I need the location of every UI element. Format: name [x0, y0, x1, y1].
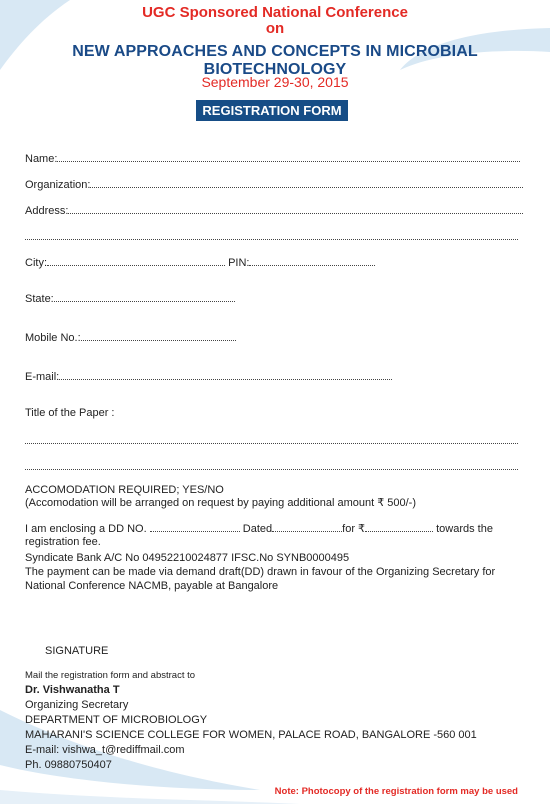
bank-details: Syndicate Bank A/C No 04952210024877 IFSC.No SYNB0000495 [25, 552, 350, 564]
contact-email[interactable]: E-mail: vishwa_t@rediffmail.com [25, 744, 185, 756]
address-line-2[interactable] [25, 230, 518, 240]
name-line[interactable] [57, 152, 520, 162]
conference-dates: September 29-30, 2015 [201, 74, 349, 90]
contact-department: DEPARTMENT OF MICROBIOLOGY [25, 714, 208, 726]
address-field[interactable] [25, 204, 523, 218]
organization-field[interactable] [25, 178, 523, 192]
photocopy-note: Note: Photocopy of the registration form may be used [274, 786, 518, 797]
accommodation-note: (Accomodation will be arranged on request by paying additional amount ₹ 500/-) [25, 497, 417, 509]
dd-date-line[interactable] [272, 522, 342, 532]
name-field[interactable] [25, 152, 520, 166]
paper-title-field-1[interactable] [25, 434, 518, 448]
mobile-line[interactable] [81, 331, 236, 341]
amount-line[interactable] [365, 522, 433, 532]
state-label: State: [25, 293, 54, 305]
towards-label: towards the [436, 523, 493, 535]
mail-intro: Mail the registration form and abstract to [25, 670, 196, 681]
paper-title-line-2[interactable] [25, 460, 518, 470]
dd-label: I am enclosing a DD NO. [25, 523, 147, 535]
conference-on: on [265, 20, 285, 37]
email-field[interactable] [25, 370, 392, 384]
name-label: Name: [25, 153, 58, 165]
signature-label: SIGNATURE [45, 645, 109, 657]
amount-label: for ₹ [342, 523, 366, 535]
accommodation-required: ACCOMODATION REQUIRED; YES/NO [25, 484, 224, 496]
address-field-2[interactable] [25, 230, 518, 244]
contact-phone: Ph. 09880750407 [25, 759, 112, 771]
state-line[interactable] [54, 292, 235, 302]
paper-title-field-2[interactable] [25, 460, 518, 474]
pin-line[interactable] [249, 256, 375, 266]
payment-instructions-2: National Conference NACMB, payable at Bangalore [25, 580, 279, 592]
dated-label: Dated [242, 523, 273, 535]
email-line[interactable] [59, 370, 392, 380]
contact-name: Dr. Vishwanatha T [25, 684, 120, 696]
conference-sponsor: UGC Sponsored National Conference [142, 4, 408, 21]
registration-fee-text: registration fee. [25, 536, 101, 548]
state-field[interactable] [25, 292, 235, 306]
pin-label: PIN: [228, 257, 250, 269]
registration-form-banner: REGISTRATION FORM [196, 100, 348, 121]
address-label: Address: [25, 205, 69, 217]
mobile-field[interactable] [25, 331, 236, 345]
contact-role: Organizing Secretary [25, 699, 129, 711]
payment-instructions-1: The payment can be made via demand draft(DD) drawn in favour of the Organizing Secretary for [25, 566, 496, 578]
address-line-1[interactable] [68, 204, 523, 214]
city-label: City: [25, 257, 47, 269]
organization-label: Organization: [25, 179, 91, 191]
city-line[interactable] [47, 256, 225, 266]
organization-line[interactable] [90, 178, 523, 188]
dd-number-line[interactable] [150, 522, 240, 532]
mobile-label: Mobile No.: [25, 332, 81, 344]
paper-title-line-1[interactable] [25, 434, 518, 444]
conference-title: NEW APPROACHES AND CONCEPTS IN MICROBIAL BIOTECHNOLOGY [72, 43, 478, 78]
city-pin-row [25, 256, 375, 270]
dd-row [25, 522, 493, 536]
email-label: E-mail: [25, 371, 60, 383]
paper-title-label: Title of the Paper : [25, 407, 115, 419]
contact-college: MAHARANI'S SCIENCE COLLEGE FOR WOMEN, PALACE ROAD, BANGALORE -560 001 [25, 729, 477, 741]
